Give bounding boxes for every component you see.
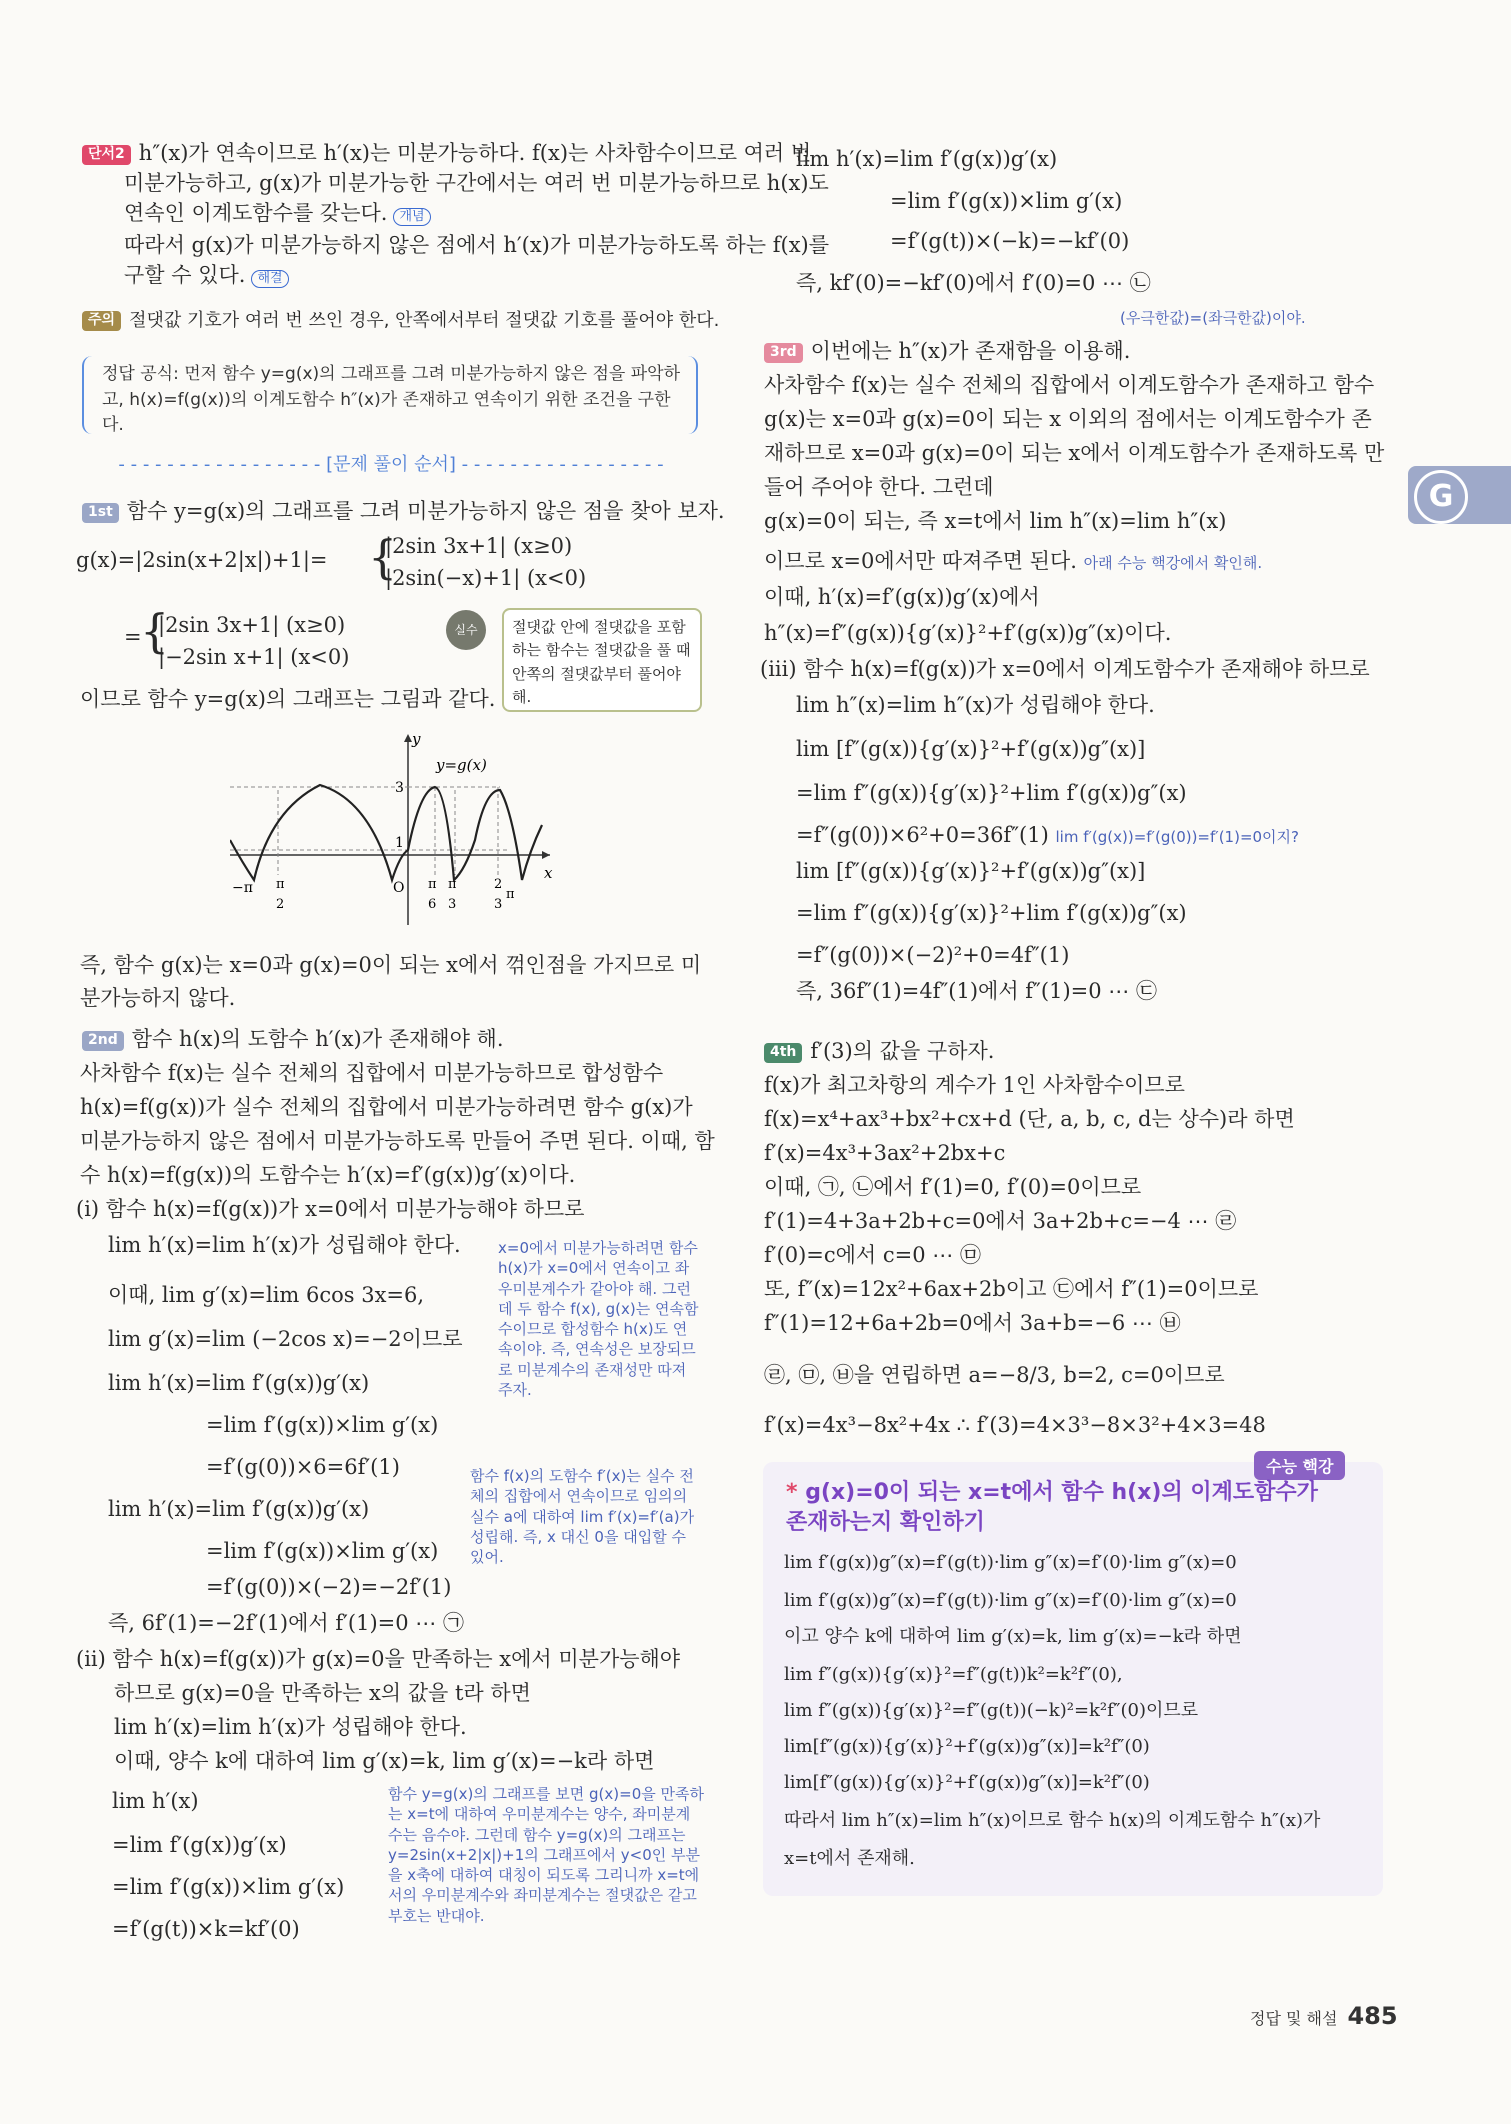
step1-line: [82, 498, 725, 524]
x-arrow: [542, 851, 550, 859]
r-line-3: =f′(g(t))×(−k)=−kf′(0): [890, 229, 1130, 253]
step2-text: 함수 h(x)의 도함수 h′(x)가 존재해야 해.: [131, 1027, 504, 1051]
order-heading-text: [문제 풀이 순서]: [326, 454, 456, 475]
caution-line: [82, 310, 719, 333]
step4-line: [764, 1038, 994, 1064]
s4-line-c: f′(x)=4x³+3ax²+2bx+c: [764, 1141, 1006, 1165]
step3-tag: 3rd: [764, 343, 803, 363]
case-ii-4: 이때, 양수 k에 대하여 lim g′(x)=k, lim g′(x)=−k라 하면: [114, 1749, 655, 1773]
s3-line-c: 재하므로 x=0과 g(x)=0이 되는 x에서 이계도함수가 존재하도록 만: [764, 441, 1385, 465]
s2-line-d: 수 h(x)=f(g(x))의 도함수는 h′(x)=f′(g(x))g′(x)이다.: [80, 1163, 576, 1187]
key-line-2: lim f′(g(x))g″(x)=f′(g(t))·lim g″(x)=f′(0)·lim g″(x)=0: [784, 1590, 1237, 1611]
page-footer: [1250, 2002, 1398, 2030]
key-line-3: 이고 양수 k에 대하여 lim g′(x)=k, lim g′(x)=−k라 하면: [784, 1626, 1242, 1647]
s4-line-i: ㉣, ㉤, ㉥을 연립하면 a=−8/3, b=2, c=0이므로: [764, 1363, 1225, 1387]
s4-line-e: f′(1)=4+3a+2b+c=0에서 3a+2b+c=−4 ⋯ ㉣: [764, 1209, 1237, 1233]
note-limits-equal: (우극한값)=(좌극한값)이야.: [1120, 309, 1306, 327]
s2-line-c: 미분가능하지 않은 점에서 미분가능하도록 만들어 주면 된다. 이때, 함: [80, 1129, 715, 1153]
s2-line-a: 사차함수 f(x)는 실수 전체의 집합에서 미분가능하므로 합성함수: [80, 1061, 664, 1085]
case-ii-8: =f′(g(t))×k=kf′(0): [112, 1917, 300, 1941]
key-line-6: lim[f″(g(x)){g′(x)}²+f′(g(x))g″(x)]=k²f″(0): [784, 1736, 1150, 1757]
case-iii-5-note: lim f′(g(x))=f′(g(0))=f′(1)=0이지?: [1055, 828, 1299, 846]
hint-line-3: [124, 200, 431, 226]
graph-x-neg-pi2-den: 2: [276, 897, 285, 912]
case-iii-5-text: =f″(g(0))×6²+0=36f″(1): [796, 823, 1049, 847]
tip-text: 절댓값 안에 절댓값을 포함하는 함수는 절댓값을 풀 때 안쪽의 절댓값부터 풀어야 해.: [512, 618, 691, 706]
s1-line-b: 분가능하지 않다.: [80, 986, 236, 1010]
hint-line-5: [124, 262, 289, 288]
hint-line-1: [82, 140, 811, 166]
key-tag: 수능 핵강: [1254, 1451, 1345, 1480]
graph-x-neg-pi: −π: [232, 880, 253, 896]
r-line-4: 즉, kf′(0)=−kf′(0)에서 f′(0)=0 ⋯ ㉡: [796, 271, 1151, 295]
s3-line-f: [764, 548, 1262, 574]
s4-line-j: f′(x)=4x³−8x²+4x ∴ f′(3)=4×3³−8×3²+4×3=48: [764, 1413, 1266, 1437]
case-iii-3: lim [f″(g(x)){g′(x)}²+f′(g(x))g″(x)]: [796, 737, 1146, 761]
brace-2: {: [140, 604, 170, 658]
g-case-1a: |2sin 3x+1| (x≥0): [385, 534, 573, 558]
case-ii-7: =lim f′(g(x))×lim g′(x): [112, 1875, 345, 1899]
s2-line-b: h(x)=f(g(x))가 실수 전체의 집합에서 미분가능하려면 함수 g(x)가: [80, 1095, 693, 1119]
graph-x-neg-pi2-num: π: [276, 877, 285, 892]
graph-x-2pi3-pi: π: [506, 887, 515, 902]
hint-text-5: 구할 수 있다.: [124, 263, 246, 287]
equals-2: =: [124, 625, 142, 649]
concept-tag: 개념: [393, 208, 430, 226]
g-graph: [230, 730, 560, 930]
case-ii-6: =lim f′(g(x))g′(x): [112, 1833, 287, 1857]
graph-origin: O: [393, 880, 405, 896]
graph-x-2pi3-num: 2: [494, 877, 503, 892]
s4-line-b: f(x)=x⁴+ax³+bx²+cx+d (단, a, b, c, d는 상수)라 하면: [764, 1107, 1295, 1131]
case-iii-5: [796, 822, 1299, 848]
case-i-3: 이때, lim g′(x)=lim 6cos 3x=6,: [108, 1283, 425, 1307]
case-i-1: (i) 함수 h(x)=f(g(x))가 x=0에서 미분가능해야 하므로: [76, 1197, 585, 1221]
s3-line-e: g(x)=0이 되는, 즉 x=t에서 lim h″(x)=lim h″(x): [764, 509, 1227, 533]
formula-box: [82, 356, 698, 434]
hint-text-3: 연속인 이계도함수를 갖는다.: [124, 201, 388, 225]
key-line-5: lim f″(g(x)){g′(x)}²=f″(g(t))(−k)²=k²f″(0)이므로: [784, 1700, 1199, 1721]
s4-line-a: f(x)가 최고차항의 계수가 1인 사차함수이므로: [764, 1073, 1185, 1097]
graph-x-pi3-num: π: [448, 877, 457, 892]
step1-tag: 1st: [82, 503, 119, 523]
formula-text: 정답 공식: 먼저 함수 y=g(x)의 그래프를 그려 미분가능하지 않은 점을 파악하고, h(x)=f(g(x))의 이계도함수 h″(x)가 존재하고 연속이기 위한 조건을 구한다.: [102, 364, 681, 435]
case-i-9: =lim f′(g(x))×lim g′(x): [206, 1539, 439, 1563]
s3-line-d: 들어 주어야 한다. 그런데: [764, 475, 994, 499]
step1-text: 함수 y=g(x)의 그래프를 그려 미분가능하지 않은 점을 찾아 보자.: [126, 499, 725, 523]
page-number: 485: [1347, 2002, 1398, 2030]
s3-note: 아래 수능 핵강에서 확인해.: [1083, 554, 1263, 572]
case-ii-5: lim h′(x): [112, 1789, 199, 1813]
step2-tag: 2nd: [82, 1031, 124, 1051]
case-ii-2: 하므로 g(x)=0을 만족하는 x의 값을 t라 하면: [114, 1681, 531, 1705]
step2-line: [82, 1026, 504, 1052]
y-arrow: [404, 734, 412, 742]
graph-x-pi6-num: π: [428, 877, 437, 892]
graph-tick-3: 3: [395, 780, 404, 796]
s3-text-f: 이므로 x=0에서만 따져주면 된다.: [764, 549, 1077, 573]
case-i-7: =f′(g(0))×6=6f′(1): [206, 1455, 400, 1479]
step4-tag: 4th: [764, 1043, 802, 1063]
g-case-2a: |2sin 3x+1| (x≥0): [158, 613, 346, 637]
case-iii-1: (iii) 함수 h(x)=f(g(x))가 x=0에서 이계도함수가 존재해야 하므로: [760, 657, 1370, 681]
chapter-tab: [1408, 466, 1511, 524]
r-line-2: =lim f′(g(x))×lim g′(x): [890, 189, 1123, 213]
s4-line-d: 이때, ㉠, ㉡에서 f′(1)=0, f′(0)=0이므로: [764, 1175, 1142, 1199]
key-line-8: 따라서 lim h″(x)=lim h″(x)이므로 함수 h(x)의 이계도함수 h″(x)가: [784, 1810, 1321, 1831]
r-line-1: lim h′(x)=lim f′(g(x))g′(x): [796, 147, 1058, 171]
tip-box: [502, 608, 702, 712]
case-ii-1: (ii) 함수 h(x)=f(g(x))가 g(x)=0을 만족하는 x에서 미분가능해야: [76, 1647, 681, 1671]
case-iii-7: =lim f″(g(x)){g′(x)}²+lim f′(g(x))g″(x): [796, 901, 1187, 925]
step4-text: f′(3)의 값을 구하자.: [810, 1039, 995, 1063]
key-star: *: [786, 1480, 798, 1505]
graph-y-label: y: [412, 730, 421, 748]
step3-line: [764, 338, 1130, 364]
hint-line-4: 따라서 g(x)가 미분가능하지 않은 점에서 h′(x)가 미분가능하도록 하는 f(x)를: [124, 233, 830, 257]
s3-line-a: 사차함수 f(x)는 실수 전체의 집합에서 이계도함수가 존재하고 함수: [764, 373, 1375, 397]
case-i-11: 즉, 6f′(1)=−2f′(1)에서 f′(1)=0 ⋯ ㉠: [108, 1611, 464, 1635]
chapter-letter: G: [1414, 470, 1468, 524]
case-i-5: lim h′(x)=lim f′(g(x))g′(x): [108, 1371, 370, 1395]
mistake-badge: 실수: [446, 610, 486, 650]
case-iii-9: 즉, 36f″(1)=4f″(1)에서 f″(1)=0 ⋯ ㉢: [796, 979, 1157, 1003]
s4-line-g: 또, f″(x)=12x²+6ax+2b이고 ㉢에서 f″(1)=0이므로: [764, 1277, 1259, 1301]
note-continuity: x=0에서 미분가능하려면 함수 h(x)가 x=0에서 연속이고 좌우미분계수가 같아야 해. 그런데 두 함수 f(x), g(x)는 연속함수이므로 합성함수 h(x)도 연속이야. 즉, 연속성은 보장되므로 미분계수의 존재성만 따져 주자.: [498, 1239, 699, 1399]
case-ii-3: lim h′(x)=lim h′(x)가 성립해야 한다.: [114, 1715, 467, 1739]
key-line-9: x=t에서 존재해.: [784, 1848, 915, 1869]
solve-tag: 해결: [251, 270, 288, 288]
note-fprime: 함수 f(x)의 도함수 f′(x)는 실수 전체의 집합에서 연속이므로 임의의 실수 a에 대하여 lim f′(x)=f′(a)가 성립해. 즉, x 대신 0을 대입할 수 있어.: [470, 1467, 695, 1566]
g-curve: [230, 785, 542, 880]
s1-line-a: 즉, 함수 g(x)는 x=0과 g(x)=0이 되는 x에서 꺾인점을 가지므로 미: [80, 953, 702, 977]
hint-text-1: h″(x)가 연속이므로 h′(x)는 미분가능하다. f(x)는 사차함수이므로 여러 번: [138, 141, 812, 165]
hint-tag: 단서2: [82, 145, 131, 165]
note-one-sided: 함수 y=g(x)의 그래프를 보면 g(x)=0을 만족하는 x=t에 대하여 우미분계수는 양수, 좌미분계수는 음수야. 그런데 함수 y=g(x)의 그래프는 y=2sin(x+2|x|)+1의 그래프에서 y<0인 부분을 x축에 대하여 대칭이 되도록 그리니까 x=t에서의 우미분계수와 좌미분계수는 절댓값은 같고 부호는 반대야.: [388, 1785, 704, 1925]
caution-tag: 주의: [82, 311, 121, 331]
graph-x-2pi3-den: 3: [494, 897, 503, 912]
case-iii-6: lim [f″(g(x)){g′(x)}²+f′(g(x))g″(x)]: [796, 859, 1146, 883]
case-i-6: =lim f′(g(x))×lim g′(x): [206, 1413, 439, 1437]
graph-x-pi3-den: 3: [448, 897, 457, 912]
s3-line-g: 이때, h′(x)=f′(g(x))g′(x)에서: [764, 585, 1040, 609]
g-case-1b: |2sin(−x)+1| (x<0): [385, 566, 587, 590]
case-iii-8: =f″(g(0))×(−2)²+0=4f″(1): [796, 943, 1070, 967]
graph-tick-1: 1: [395, 835, 404, 851]
brace-1: {: [368, 530, 398, 584]
s3-line-b: g(x)는 x=0과 g(x)=0이 되는 x 이외의 점에서는 이계도함수가 존: [764, 407, 1372, 431]
case-i-8: lim h′(x)=lim f′(g(x))g′(x): [108, 1497, 370, 1521]
graph-curve-label: y=g(x): [436, 756, 487, 774]
footer-label: 정답 및 해설: [1250, 2009, 1338, 2028]
case-iii-4: =lim f″(g(x)){g′(x)}²+lim f′(g(x))g″(x): [796, 781, 1187, 805]
g-case-2b: |−2sin x+1| (x<0): [158, 645, 350, 669]
graph-intro: 이므로 함수 y=g(x)의 그래프는 그림과 같다.: [80, 687, 496, 711]
hint-line-2: 미분가능하고, g(x)가 미분가능한 구간에서는 여러 번 미분가능하므로 h(x)도: [124, 171, 829, 195]
key-line-7: lim[f″(g(x)){g′(x)}²+f′(g(x))g″(x)]=k²f″(0): [784, 1772, 1150, 1793]
graph-x-pi6-den: 6: [428, 897, 437, 912]
key-title-text: g(x)=0이 되는 x=t에서 함수 h(x)의 이계도함수가 존재하는지 확인하기: [786, 1480, 1318, 1535]
case-i-10: =f′(g(0))×(−2)=−2f′(1): [206, 1575, 452, 1599]
s4-line-f: f′(0)=c에서 c=0 ⋯ ㉤: [764, 1243, 981, 1267]
caution-text: 절댓값 기호가 여러 번 쓰인 경우, 안쪽에서부터 절댓값 기호를 풀어야 한다.: [129, 310, 720, 331]
case-i-2: lim h′(x)=lim h′(x)가 성립해야 한다.: [108, 1233, 461, 1257]
order-heading: - - - - - - - - - - - - - - - - - [문제 풀이 순서] - - - - - - - - - - - - - - - - -: [118, 454, 664, 475]
case-i-4: lim g′(x)=lim (−2cos x)=−2이므로: [108, 1327, 463, 1351]
s4-line-h: f″(1)=12+6a+2b=0에서 3a+b=−6 ⋯ ㉥: [764, 1311, 1181, 1335]
key-line-1: lim f′(g(x))g″(x)=f′(g(t))·lim g″(x)=f′(0)·lim g″(x)=0: [784, 1552, 1237, 1573]
step3-text: 이번에는 h″(x)가 존재함을 이용해.: [810, 339, 1131, 363]
case-iii-2: lim h″(x)=lim h″(x)가 성립해야 한다.: [796, 693, 1155, 717]
key-title: [786, 1478, 1346, 1537]
s3-line-h: h″(x)=f″(g(x)){g′(x)}²+f′(g(x))g″(x)이다.: [764, 621, 1172, 645]
graph-x-label: x: [544, 864, 553, 882]
g-equation-1: g(x)=|2sin(x+2|x|)+1|=: [76, 548, 328, 572]
key-line-4: lim f″(g(x)){g′(x)}²=f″(g(t))k²=k²f″(0),: [784, 1664, 1123, 1685]
